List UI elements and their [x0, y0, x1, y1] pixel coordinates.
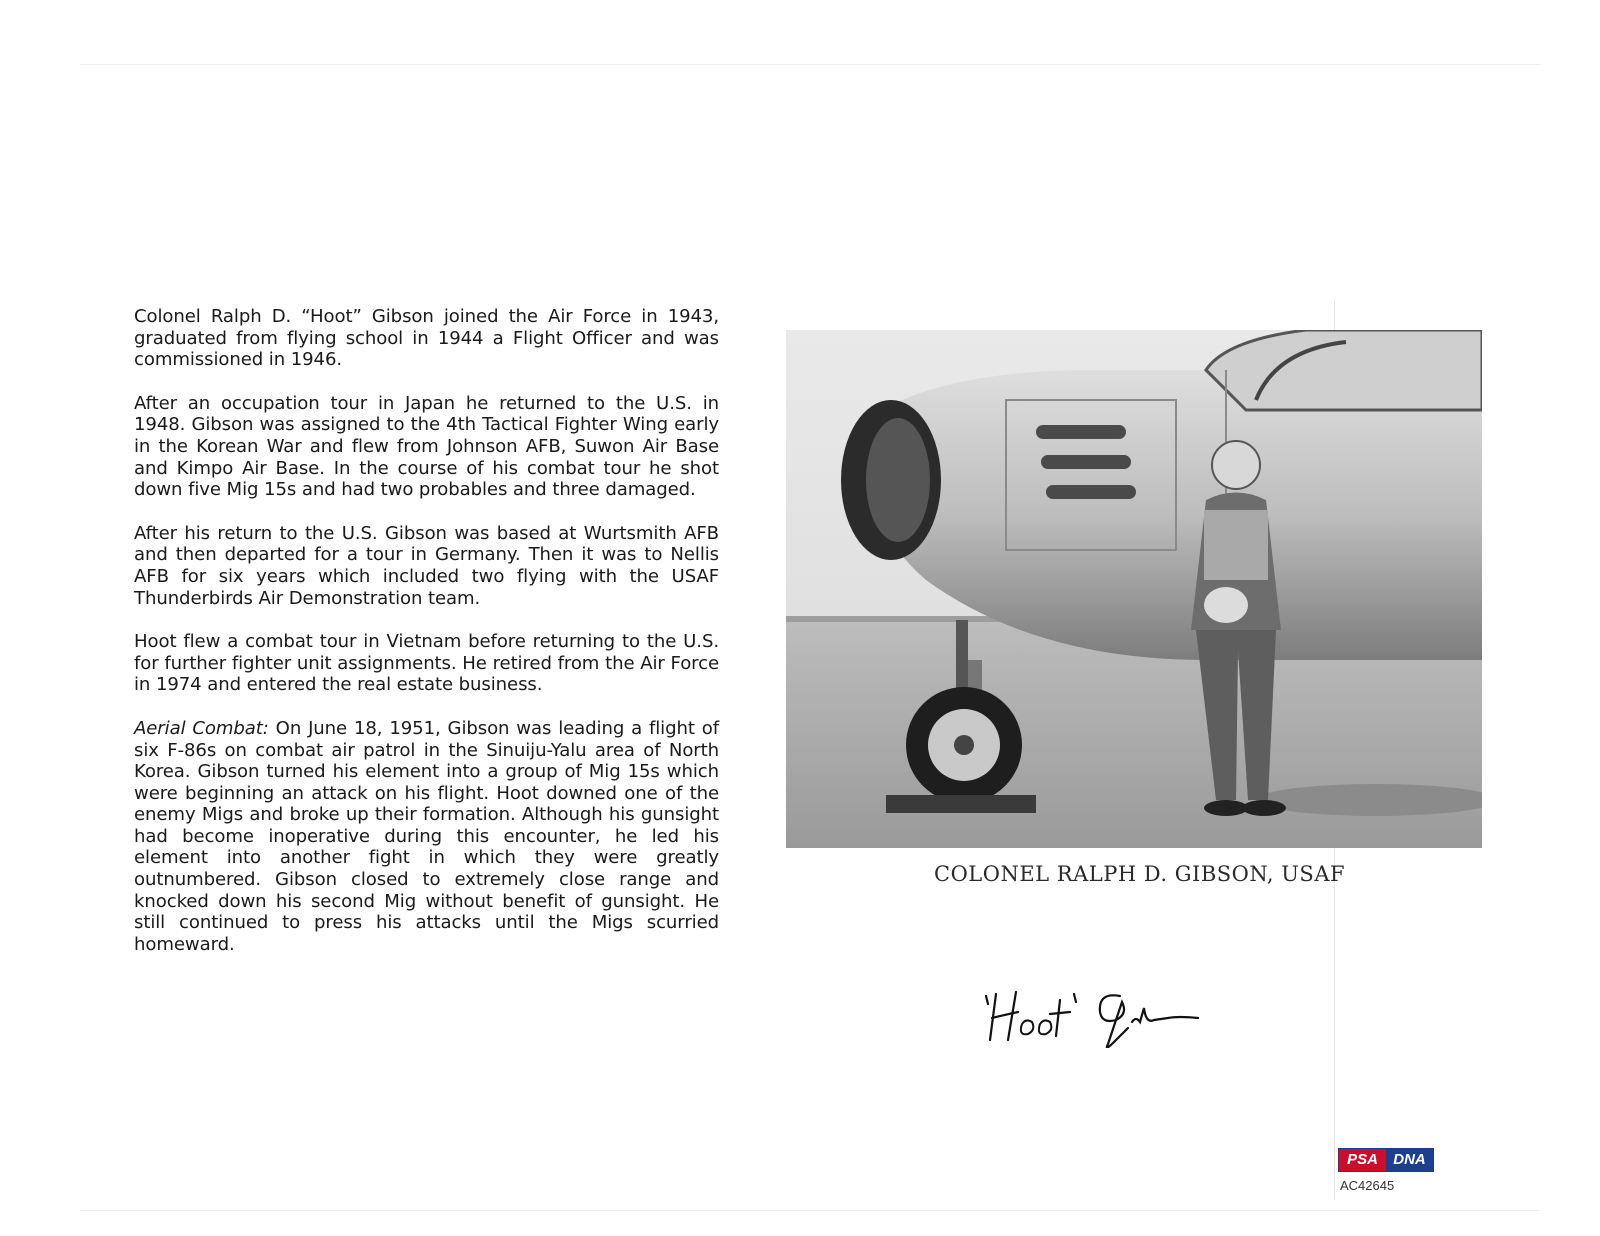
- page-edge-top: [80, 64, 1540, 65]
- bio-paragraph-2: After an occupation tour in Japan he returned to the U.S. in 1948. Gibson was assigned to the 4th Tactical Fighter Wing early in the Korean War and flew from Johnson AFB, Suwon Air Base and Kimpo Air Base. In the course of his combat tour he shot down five Mig 15s and had two probables and three damaged.: [134, 392, 719, 501]
- bio-paragraph-5: [134, 718, 719, 956]
- bio-paragraph-4: Hoot flew a combat tour in Vietnam before returning to the U.S. for further fighter unit assignments. He retired from the Air Force in 1974 and entered the real estate business.: [134, 631, 719, 696]
- bio-paragraph-3: After his return to the U.S. Gibson was based at Wurtsmith AFB and then departed for a tour in Germany. Then it was to Nellis AFB for six years which included two flying with the USAF Thunderbirds Air Demonstration team.: [134, 522, 719, 609]
- authentication-code: AC42645: [1340, 1178, 1395, 1193]
- pilot-photo-illustration: [786, 330, 1482, 848]
- biography-text: [134, 306, 719, 977]
- pilot-photo: [786, 330, 1482, 848]
- psa-logo-text: PSA: [1339, 1149, 1386, 1171]
- signature-illustration: [978, 978, 1208, 1048]
- psa-dna-authentication: [1338, 1148, 1438, 1193]
- dna-logo-text: DNA: [1386, 1149, 1433, 1171]
- psa-dna-logo: [1338, 1148, 1434, 1172]
- aerial-combat-body: On June 18, 1951, Gibson was leading a flight of six F-86s on combat air patrol in the Sinuiju-Yalu area of North Korea. Gibson turned his element into a group of Mig 15s which were beginning an attack on his flight. Hoot downed one of the enemy Migs and broke up their formation. Although his gunsight had become inoperative during this encounter, he led his element into another fight in which they were greatly outnumbered. Gibson closed to extremely close range and knocked down his second Mig without benefit of gunsight. He still continued to press his attacks until the Migs scurried homeward.: [134, 717, 719, 955]
- autograph-signature: [978, 978, 1208, 1048]
- photo-caption: COLONEL RALPH D. GIBSON, USAF: [934, 862, 1346, 886]
- aerial-combat-lead: Aerial Combat:: [134, 717, 269, 739]
- bio-paragraph-1: Colonel Ralph D. “Hoot” Gibson joined the Air Force in 1943, graduated from flying school in 1944 a Flight Officer and was commissioned in 1946.: [134, 306, 719, 371]
- page-edge-bottom: [80, 1210, 1540, 1211]
